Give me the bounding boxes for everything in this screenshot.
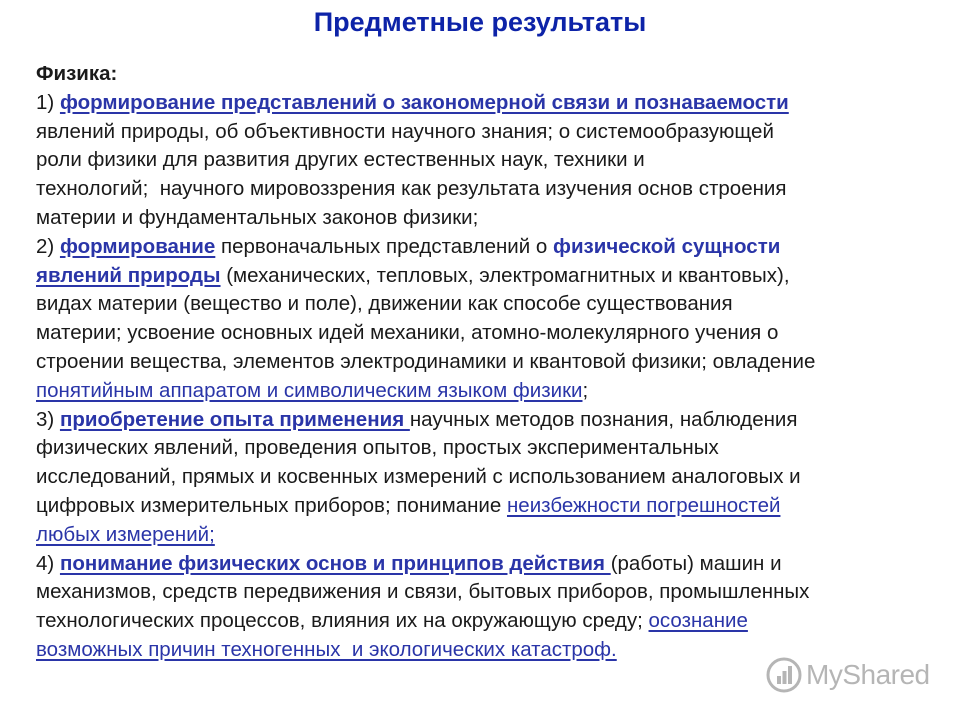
text-run: первоначальных представлений о (215, 234, 553, 258)
item-3-line (36, 492, 948, 521)
underlined-link-run[interactable]: осознание (648, 609, 748, 633)
item-4-line (36, 578, 948, 607)
highlight-bold-run: физической сущности (553, 234, 781, 258)
text-run: технологий; научного мировоззрения как результата изучения основ строения (36, 177, 787, 201)
underlined-link-run[interactable]: любых измерений; (36, 522, 215, 546)
item-2-line (36, 319, 948, 348)
highlight-link-run[interactable]: явлений природы (36, 263, 221, 287)
text-run: (механических, тепловых, электромагнитных и квантовых), (220, 263, 790, 287)
text-run: механизмов, средств передвижения и связи, бытовых приборов, промышленных (36, 580, 810, 604)
slide-body (36, 60, 948, 665)
text-run: исследований, прямых и косвенных измерений с использованием аналоговых и (36, 465, 801, 489)
myshared-logo-icon (766, 657, 802, 693)
item-1-line (36, 175, 948, 204)
text-run: материи и фундаментальных законов физики; (36, 205, 479, 229)
item-2-line (36, 233, 948, 262)
item-3-line (36, 463, 948, 492)
text-run: научных методов познания, наблюдения (409, 407, 798, 431)
text-run: 4) (36, 551, 60, 575)
text-run: роли физики для развития других естественных наук, техники и (36, 148, 645, 172)
subject-heading: Физика: (36, 62, 118, 85)
text-run: явлений природы, об объективности научного знания; о системообразующей (36, 119, 774, 143)
underlined-link-run[interactable]: понятийным аппаратом и символическим языком физики (36, 378, 583, 402)
underlined-link-run[interactable]: неизбежности погрешностей (506, 493, 781, 517)
text-run: цифровых измерительных приборов; понимание (36, 493, 507, 517)
highlight-link-run[interactable]: формирование (59, 234, 216, 258)
item-2-line (36, 348, 948, 377)
text-run: ; (582, 378, 589, 402)
underlined-link-run[interactable]: возможных причин техногенных и экологических катастроф. (36, 637, 617, 661)
highlight-link-run[interactable]: понимание физических основ и принципов действия (59, 551, 611, 575)
item-2-line (36, 377, 948, 406)
slide-title: Предметные результаты (313, 7, 647, 37)
highlight-link-run[interactable]: приобретение опыта применения (59, 407, 410, 431)
text-run: (работы) машин и (610, 551, 782, 575)
item-2-line (36, 262, 948, 291)
watermark (766, 655, 930, 695)
item-3-line (36, 434, 948, 463)
item-4-line (36, 550, 948, 579)
text-run: 3) (36, 407, 60, 431)
item-3-line (36, 406, 948, 435)
item-1-line (36, 118, 948, 147)
text-run: физических явлений, проведения опытов, простых экспериментальных (36, 436, 719, 460)
text-run: 2) (36, 234, 60, 258)
item-4-line (36, 607, 948, 636)
text-run: материи; усвоение основных идей механики, атомно-молекулярного учения о (36, 321, 779, 345)
text-run: 1) (36, 90, 60, 114)
item-2-line (36, 290, 948, 319)
item-3-line (36, 521, 948, 550)
item-1-line (36, 204, 948, 233)
item-1-line (36, 146, 948, 175)
watermark-text: MyShared (806, 659, 930, 690)
text-run: технологических процессов, влияния их на окружающую среду; (36, 609, 649, 633)
text-run: строении вещества, элементов электродинамики и квантовой физики; овладение (36, 349, 816, 373)
item-1-line (36, 89, 948, 118)
highlight-link-run[interactable]: формирование представлений о закономерной связи и познаваемости (59, 90, 789, 114)
text-run: видах материи (вещество и поле), движении как способе существования (36, 292, 733, 316)
